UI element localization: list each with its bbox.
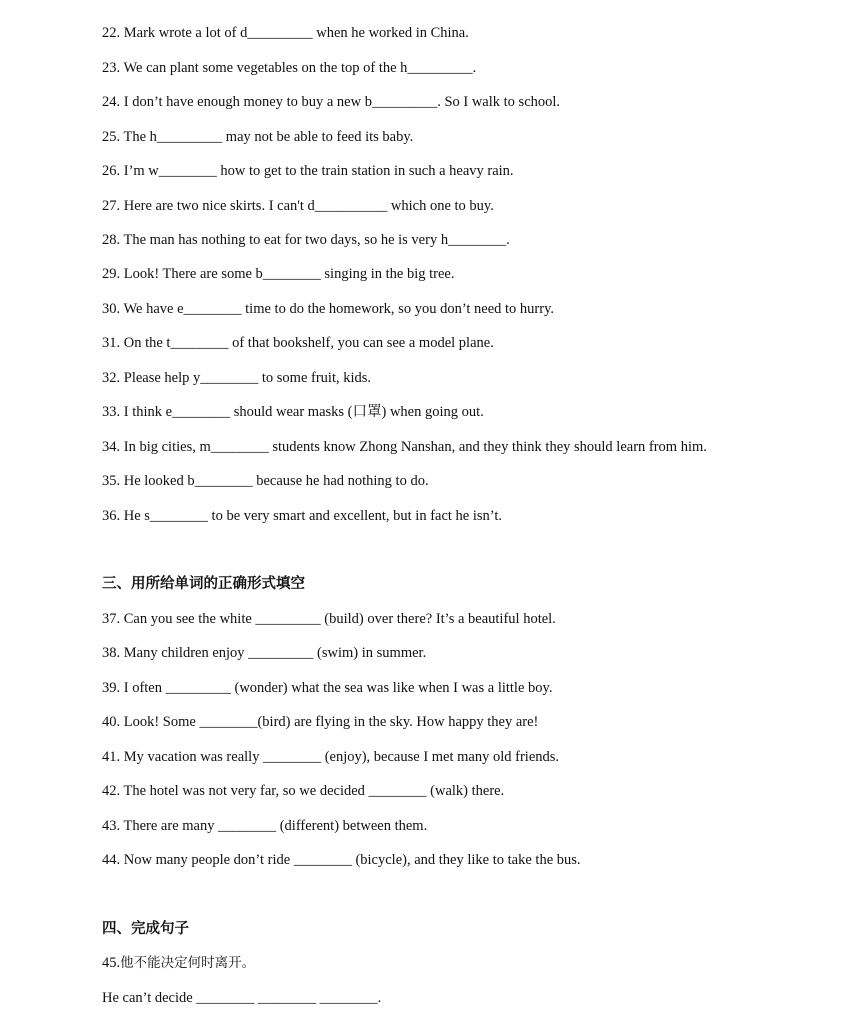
- question-number: 42.: [102, 783, 121, 799]
- question-32: [102, 369, 371, 387]
- question-text: There are many ________ (different) between them.: [123, 818, 428, 834]
- question-text: Look! Some ________(bird) are flying in the sky. How happy they are!: [123, 714, 539, 730]
- question-number: 23.: [102, 60, 121, 76]
- question-number: 30.: [102, 301, 121, 317]
- question-37: [102, 610, 556, 628]
- question-33: [102, 403, 484, 421]
- question-28: [102, 231, 510, 249]
- question-45: [102, 954, 255, 972]
- question-text: We can plant some vegetables on the top of the h_________.: [123, 60, 477, 76]
- question-text: Many children enjoy _________ (swim) in summer.: [123, 645, 427, 661]
- question-text: I’m w________ how to get to the train station in such a heavy rain.: [123, 163, 514, 179]
- question-41: [102, 748, 559, 766]
- question-44: [102, 851, 581, 869]
- question-text: He s________ to be very smart and excellent, but in fact he isn’t.: [123, 508, 502, 524]
- question-38: [102, 644, 426, 662]
- question-number: 45.: [102, 955, 121, 971]
- question-text: The h_________ may not be able to feed its baby.: [123, 129, 414, 145]
- question-number: 24.: [102, 94, 121, 110]
- question-text: Mark wrote a lot of d_________ when he worked in China.: [123, 25, 469, 41]
- question-number: 41.: [102, 749, 121, 765]
- question-number: 34.: [102, 439, 121, 455]
- question-text: Can you see the white _________ (build) over there? It’s a beautiful hotel.: [123, 611, 556, 627]
- question-42: [102, 782, 504, 800]
- question-number: 38.: [102, 645, 121, 661]
- question-text: He looked b________ because he had nothing to do.: [123, 473, 429, 489]
- question-text: On the t________ of that bookshelf, you can see a model plane.: [123, 335, 494, 351]
- question-36: [102, 507, 502, 525]
- question-number: 39.: [102, 680, 121, 696]
- question-number: 43.: [102, 818, 121, 834]
- question-22: [102, 24, 469, 42]
- question-number: 37.: [102, 611, 121, 627]
- question-text: 他不能决定何时离开。: [120, 955, 256, 971]
- answer-line-45: He can’t decide ________ ________ ________.: [102, 990, 382, 1006]
- question-number: 35.: [102, 473, 121, 489]
- question-number: 32.: [102, 370, 121, 386]
- question-text: Please help y________ to some fruit, kids.: [123, 370, 372, 386]
- question-23: [102, 59, 476, 77]
- question-26: [102, 162, 514, 180]
- question-31: [102, 334, 494, 352]
- question-39: [102, 679, 552, 697]
- question-number: 27.: [102, 198, 121, 214]
- section-heading-4: 四、完成句子: [102, 921, 189, 937]
- question-43: [102, 817, 427, 835]
- question-text: I don’t have enough money to buy a new b_________. So I walk to school.: [123, 94, 561, 110]
- question-text: Here are two nice skirts. I can't d__________ which one to buy.: [123, 198, 494, 214]
- question-text: I often _________ (wonder) what the sea was like when I was a little boy.: [123, 680, 553, 696]
- question-number: 26.: [102, 163, 121, 179]
- question-text: My vacation was really ________ (enjoy), because I met many old friends.: [123, 749, 560, 765]
- question-text: In big cities, m________ students know Zhong Nanshan, and they think they should learn from him.: [123, 439, 707, 455]
- question-25: [102, 128, 413, 146]
- question-number: 29.: [102, 266, 121, 282]
- question-number: 33.: [102, 404, 121, 420]
- question-number: 36.: [102, 508, 121, 524]
- question-number: 28.: [102, 232, 121, 248]
- question-text: Now many people don’t ride ________ (bicycle), and they like to take the bus.: [123, 852, 581, 868]
- section-heading-3: 三、用所给单词的正确形式填空: [102, 576, 305, 592]
- question-34: [102, 438, 707, 456]
- question-text: We have e________ time to do the homework, so you don’t need to hurry.: [123, 301, 555, 317]
- question-30: [102, 300, 554, 318]
- question-number: 31.: [102, 335, 121, 351]
- question-text: I think e________ should wear masks (口罩) when going out.: [123, 404, 484, 420]
- question-29: [102, 265, 455, 283]
- question-number: 22.: [102, 25, 121, 41]
- question-text: The hotel was not very far, so we decided ________ (walk) there.: [123, 783, 505, 799]
- question-text: The man has nothing to eat for two days, so he is very h________.: [123, 232, 510, 248]
- question-40: [102, 713, 538, 731]
- question-number: 25.: [102, 129, 121, 145]
- question-text: Look! There are some b________ singing in the big tree.: [123, 266, 455, 282]
- question-24: [102, 93, 560, 111]
- question-number: 44.: [102, 852, 121, 868]
- question-number: 40.: [102, 714, 121, 730]
- question-27: [102, 197, 494, 215]
- question-35: [102, 472, 429, 490]
